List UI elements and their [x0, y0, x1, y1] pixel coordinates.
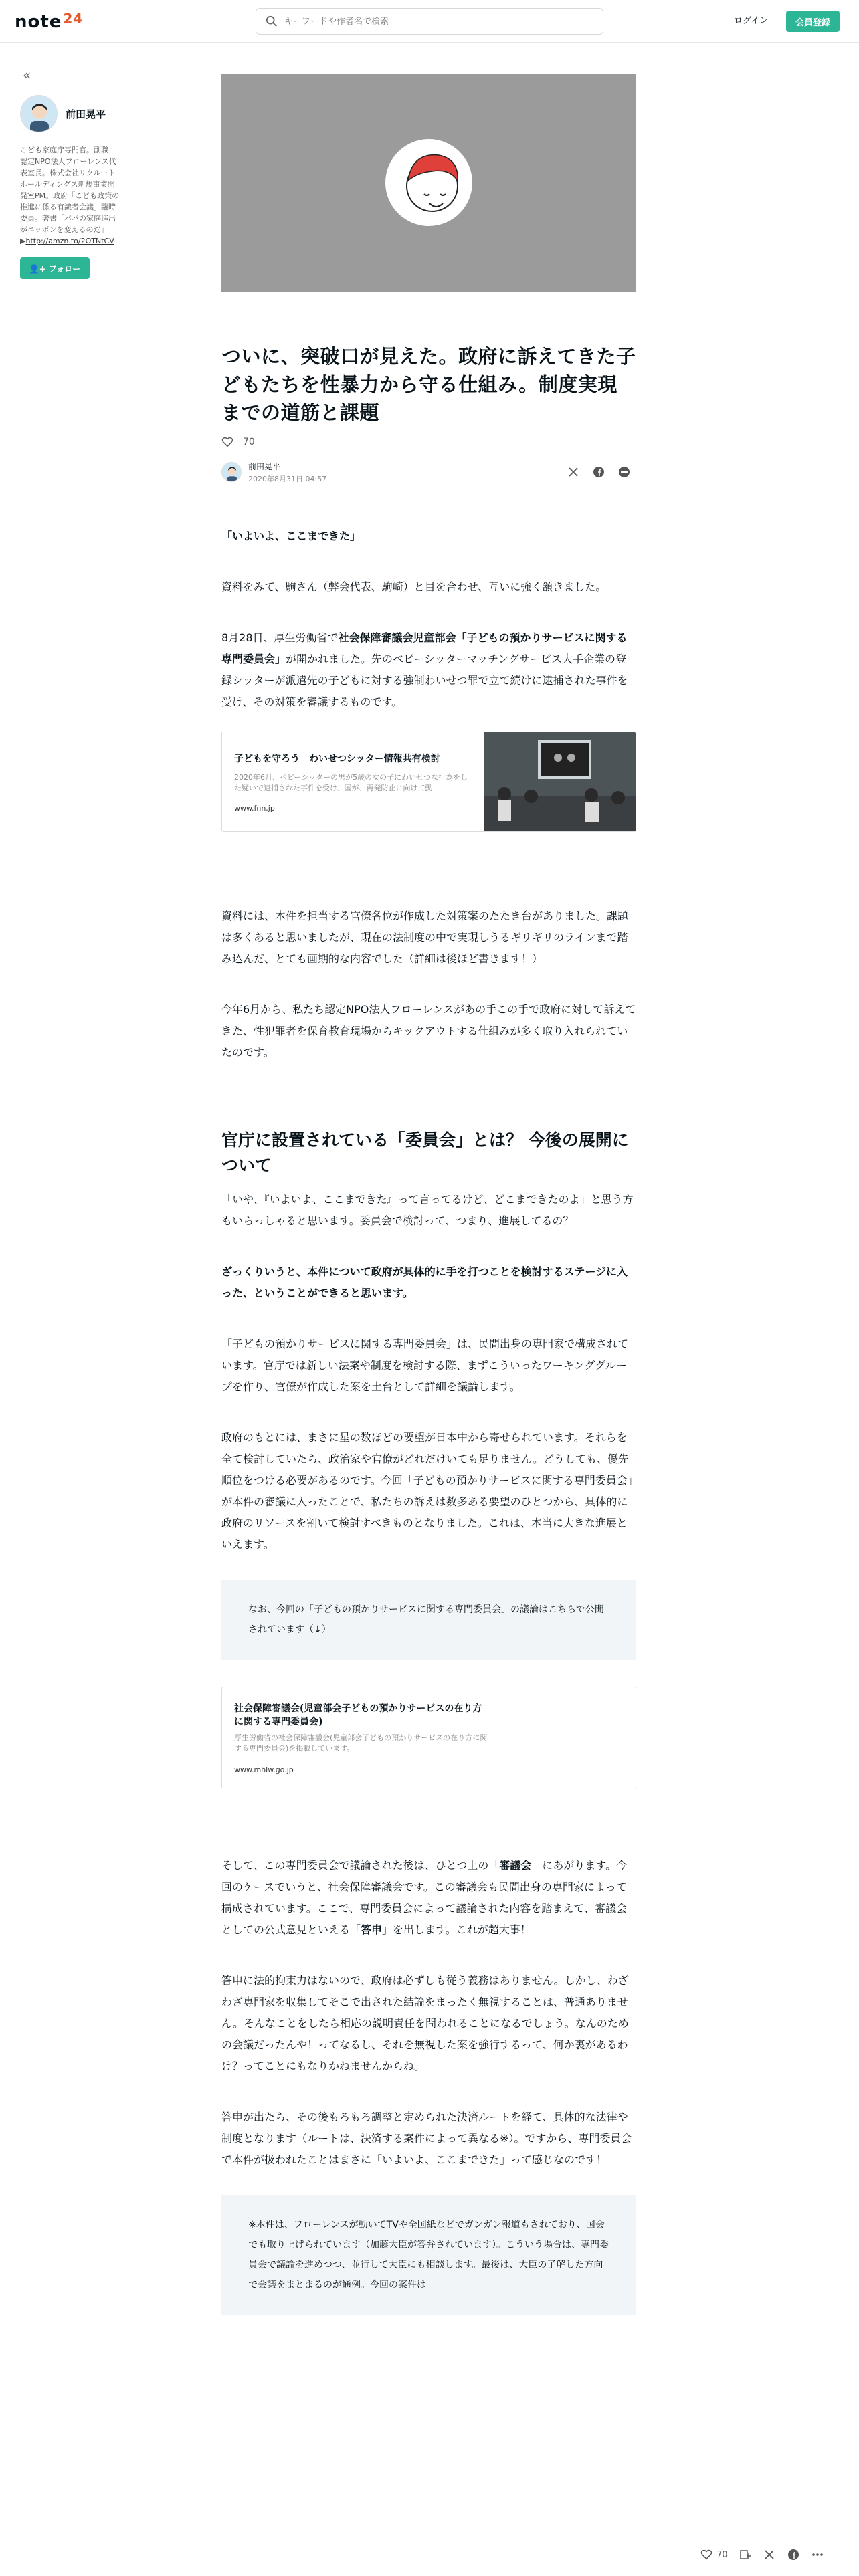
card-domain: www.mhlw.go.jp — [234, 1765, 294, 1774]
link-card-mhlw[interactable] — [221, 1687, 636, 1788]
article-title: ついに、突破口が見えた。政府に訴えてきた子どもたちを性暴力から守る仕組み。制度実現までの道筋と課題 — [221, 345, 636, 424]
search-input[interactable] — [284, 17, 579, 27]
paragraph: 8月28日、厚生労働省で社会保障審議会児童部会「子どもの預かりサービスに関する専門委員会」が開かれました。先のベビーシッターマッチングサービス大手企業の登録シッターが派遣先の子どもに対する強制わいせつ罪で立て続けに逮捕された事件を受け、その対策を審議するものです。 — [221, 631, 628, 708]
author-row[interactable] — [20, 95, 127, 132]
paragraph: 政府のもとには、まさに星の数ほどの要望が日本中から寄せられています。それらを全て検討していたら、政治家や官僚がどれだけいても足りません。どうしても、優先順位をつける必要があるのです。今回「子どもの預かりサービスに関する専門委員会」が本件の審議に入ったことで、私たちの訴えは数多ある要望のひとつから、具体的に政府のリソースを割いて検討すべきものとなりました。これは、本当に大きな進展といえます。 — [221, 1431, 633, 1551]
article-main — [221, 74, 636, 2315]
card-thumbnail — [484, 732, 636, 832]
collapse-sidebar-icon[interactable]: « — [23, 67, 31, 83]
paragraph: 「子どもの預かりサービスに関する専門委員会」は、民間出身の専門家で構成されています。官庁では新しい法案や制度を検討する際、まずこういったワーキンググループを作り、官僚が作成した案を土台として詳細を議論します。 — [221, 1337, 629, 1393]
floating-like-button[interactable] — [700, 2549, 728, 2561]
bio-link[interactable]: http://amzn.to/2OTNtCV — [25, 237, 114, 245]
card-title: 子どもを守ろう わいせつシッター情報共有検討 — [234, 754, 440, 764]
paragraph: 答申が出たら、その後もろもろ調整と定められた決済ルートを経て、具体的な法律や制度となります（ルートは、決済する案件によって異なる※）。ですから、専門委員会で本件が扱われたことはまさに「いよいよ、ここまできた」って感じなのです！ — [221, 2111, 632, 2166]
login-button[interactable]: ログイン — [726, 11, 776, 32]
info-note: なお、今回の「子どもの預かりサービスに関する専門委員会」の議論はこちらで公開されています（↓） — [221, 1580, 636, 1660]
footnote-box: ※本件は、フローレンスが動いてTVや全国紙などでガンガン報道もされており、国会でも取り上げられています（加藤大臣が答弁されています）。こういう場合は、専門委員会で議論を進めつつ、並行して大臣にも相談します。最後は、大臣の了解した方向で会議をまとまるのが通例。今回の案件は — [221, 2195, 636, 2315]
heart-icon[interactable] — [221, 436, 233, 448]
add-user-icon: 👤+ — [29, 263, 46, 274]
more-options-icon[interactable] — [811, 2548, 824, 2561]
paragraph: 今年6月から、私たち認定NPO法人フローレンスがあの手この手で政府に対して訴えてきた、性犯罪者を保育教育現場からキックアウトする仕組みが多く取り入れられていたのです。 — [221, 1003, 636, 1059]
heart-icon — [700, 2549, 712, 2561]
link-card-fnn[interactable] — [221, 732, 636, 832]
note-logo[interactable]: note 24 — [15, 11, 84, 32]
card-domain: www.fnn.jp — [234, 804, 275, 813]
floating-like-count: 70 — [717, 2549, 728, 2560]
facebook-share-icon[interactable] — [592, 465, 605, 479]
paragraph: ざっくりいうと、本件について政府が具体的に手を打つことを検討するステージに入った、ということができると思います。 — [221, 1265, 628, 1299]
paragraph: 「いよいよ、ここまできた」 — [221, 530, 361, 542]
paragraph: 「いや、『いよいよ、ここまできた』って言ってるけど、どこまできたのよ」と思う方もいらっしゃると思います。委員会で検討って、つまり、進展してるの？ — [221, 1193, 634, 1227]
magazine-add-icon[interactable] — [739, 2548, 752, 2561]
author-name[interactable]: 前田晃平 — [66, 108, 106, 120]
x-share-icon[interactable] — [567, 465, 580, 479]
card-description: 2020年6月、ベビーシッターの男が5歳の女の子にわいせつな行為をした疑いで逮捕された事件を受け、国が、再発防止に向けて動 — [234, 773, 468, 792]
search-icon — [266, 15, 278, 27]
card-description: 厚生労働省の社会保障審議会(児童部会子どもの預かりサービスの在り方に関する専門委員会)を掲載しています。 — [234, 1733, 488, 1753]
article-meta — [221, 459, 636, 486]
author-sidebar — [20, 67, 127, 279]
paragraph: 資料をみて、駒さん（弊会代表、駒崎）と目を合わせ、互いに強く頷きました。 — [221, 580, 607, 593]
x-share-icon[interactable] — [763, 2548, 776, 2561]
follow-button[interactable]: 👤+ フォロー — [20, 257, 90, 279]
hero-image — [221, 74, 636, 292]
author-avatar[interactable] — [20, 95, 58, 132]
line-share-icon[interactable] — [617, 465, 631, 479]
author-bio: こども家庭庁専門官。副職：認定NPO法人フローレンス代表室長。株式会社リクルートホールディングス新規事業開発室PM。政府「こども政策の推進に係る有識者会議」臨時委員。著書「パパの家庭進出がニッポンを変えるのだ」 ▶http://amzn.to/2OTNtCV — [20, 146, 120, 245]
link-icon: ▶ — [20, 237, 26, 245]
floating-action-bar — [700, 2548, 824, 2561]
meta-author-name[interactable]: 前田晃平 — [248, 461, 281, 471]
paragraph: そして、この専門委員会で議論された後は、ひとつ上の「審議会」にあがります。今回のケースでいうと、社会保障審議会です。この審議会も民間出身の専門家によって構成されています。ここで、専門委員会によって議論された内容を踏まえて、審議会としての公式意見といえる「答申」を出します。これが超大事！ — [221, 1859, 628, 1936]
search-box[interactable] — [256, 8, 603, 35]
publish-date: 2020年8月31日 04:57 — [248, 474, 327, 484]
section-heading: 官庁に設置されている「委員会」とは？ 今後の展開について — [221, 1130, 629, 1175]
author-small-avatar[interactable] — [221, 462, 242, 482]
paragraph: 資料には、本件を担当する官僚各位が作成した対策案のたたき台がありました。課題は多くあると思いましたが、現在の法制度の中で実現しうるギリギリのラインまで踏み込んだ、とても画期的な内容でした（詳細は後ほど書きます！） — [221, 909, 629, 965]
signup-button[interactable]: 会員登録 — [786, 11, 840, 32]
like-count: 70 — [243, 437, 255, 447]
like-counter[interactable] — [221, 436, 636, 448]
facebook-share-icon[interactable] — [787, 2548, 800, 2561]
paragraph: 答申に法的拘束力はないので、政府は必ずしも従う義務はありません。しかし、わざわざ専門家を収集してそこで出された結論をまったく無視することは、普通ありません。そんなことをしたら相応の説明責任を問われることになるでしょう。なんのための会議だったんや！ってなるし、それを無視した案を強行するって、何か裏があるわけ？ってことにもなりかねませんからね。 — [221, 1974, 629, 2072]
hero-illustration — [385, 139, 472, 226]
card-title: 社会保障審議会(児童部会子どもの預かりサービスの在り方に関する専門委員会) — [234, 1703, 482, 1727]
share-buttons — [567, 465, 631, 479]
site-header — [0, 0, 859, 43]
logo-mark: 24 — [63, 11, 84, 27]
article-body — [221, 526, 636, 2315]
